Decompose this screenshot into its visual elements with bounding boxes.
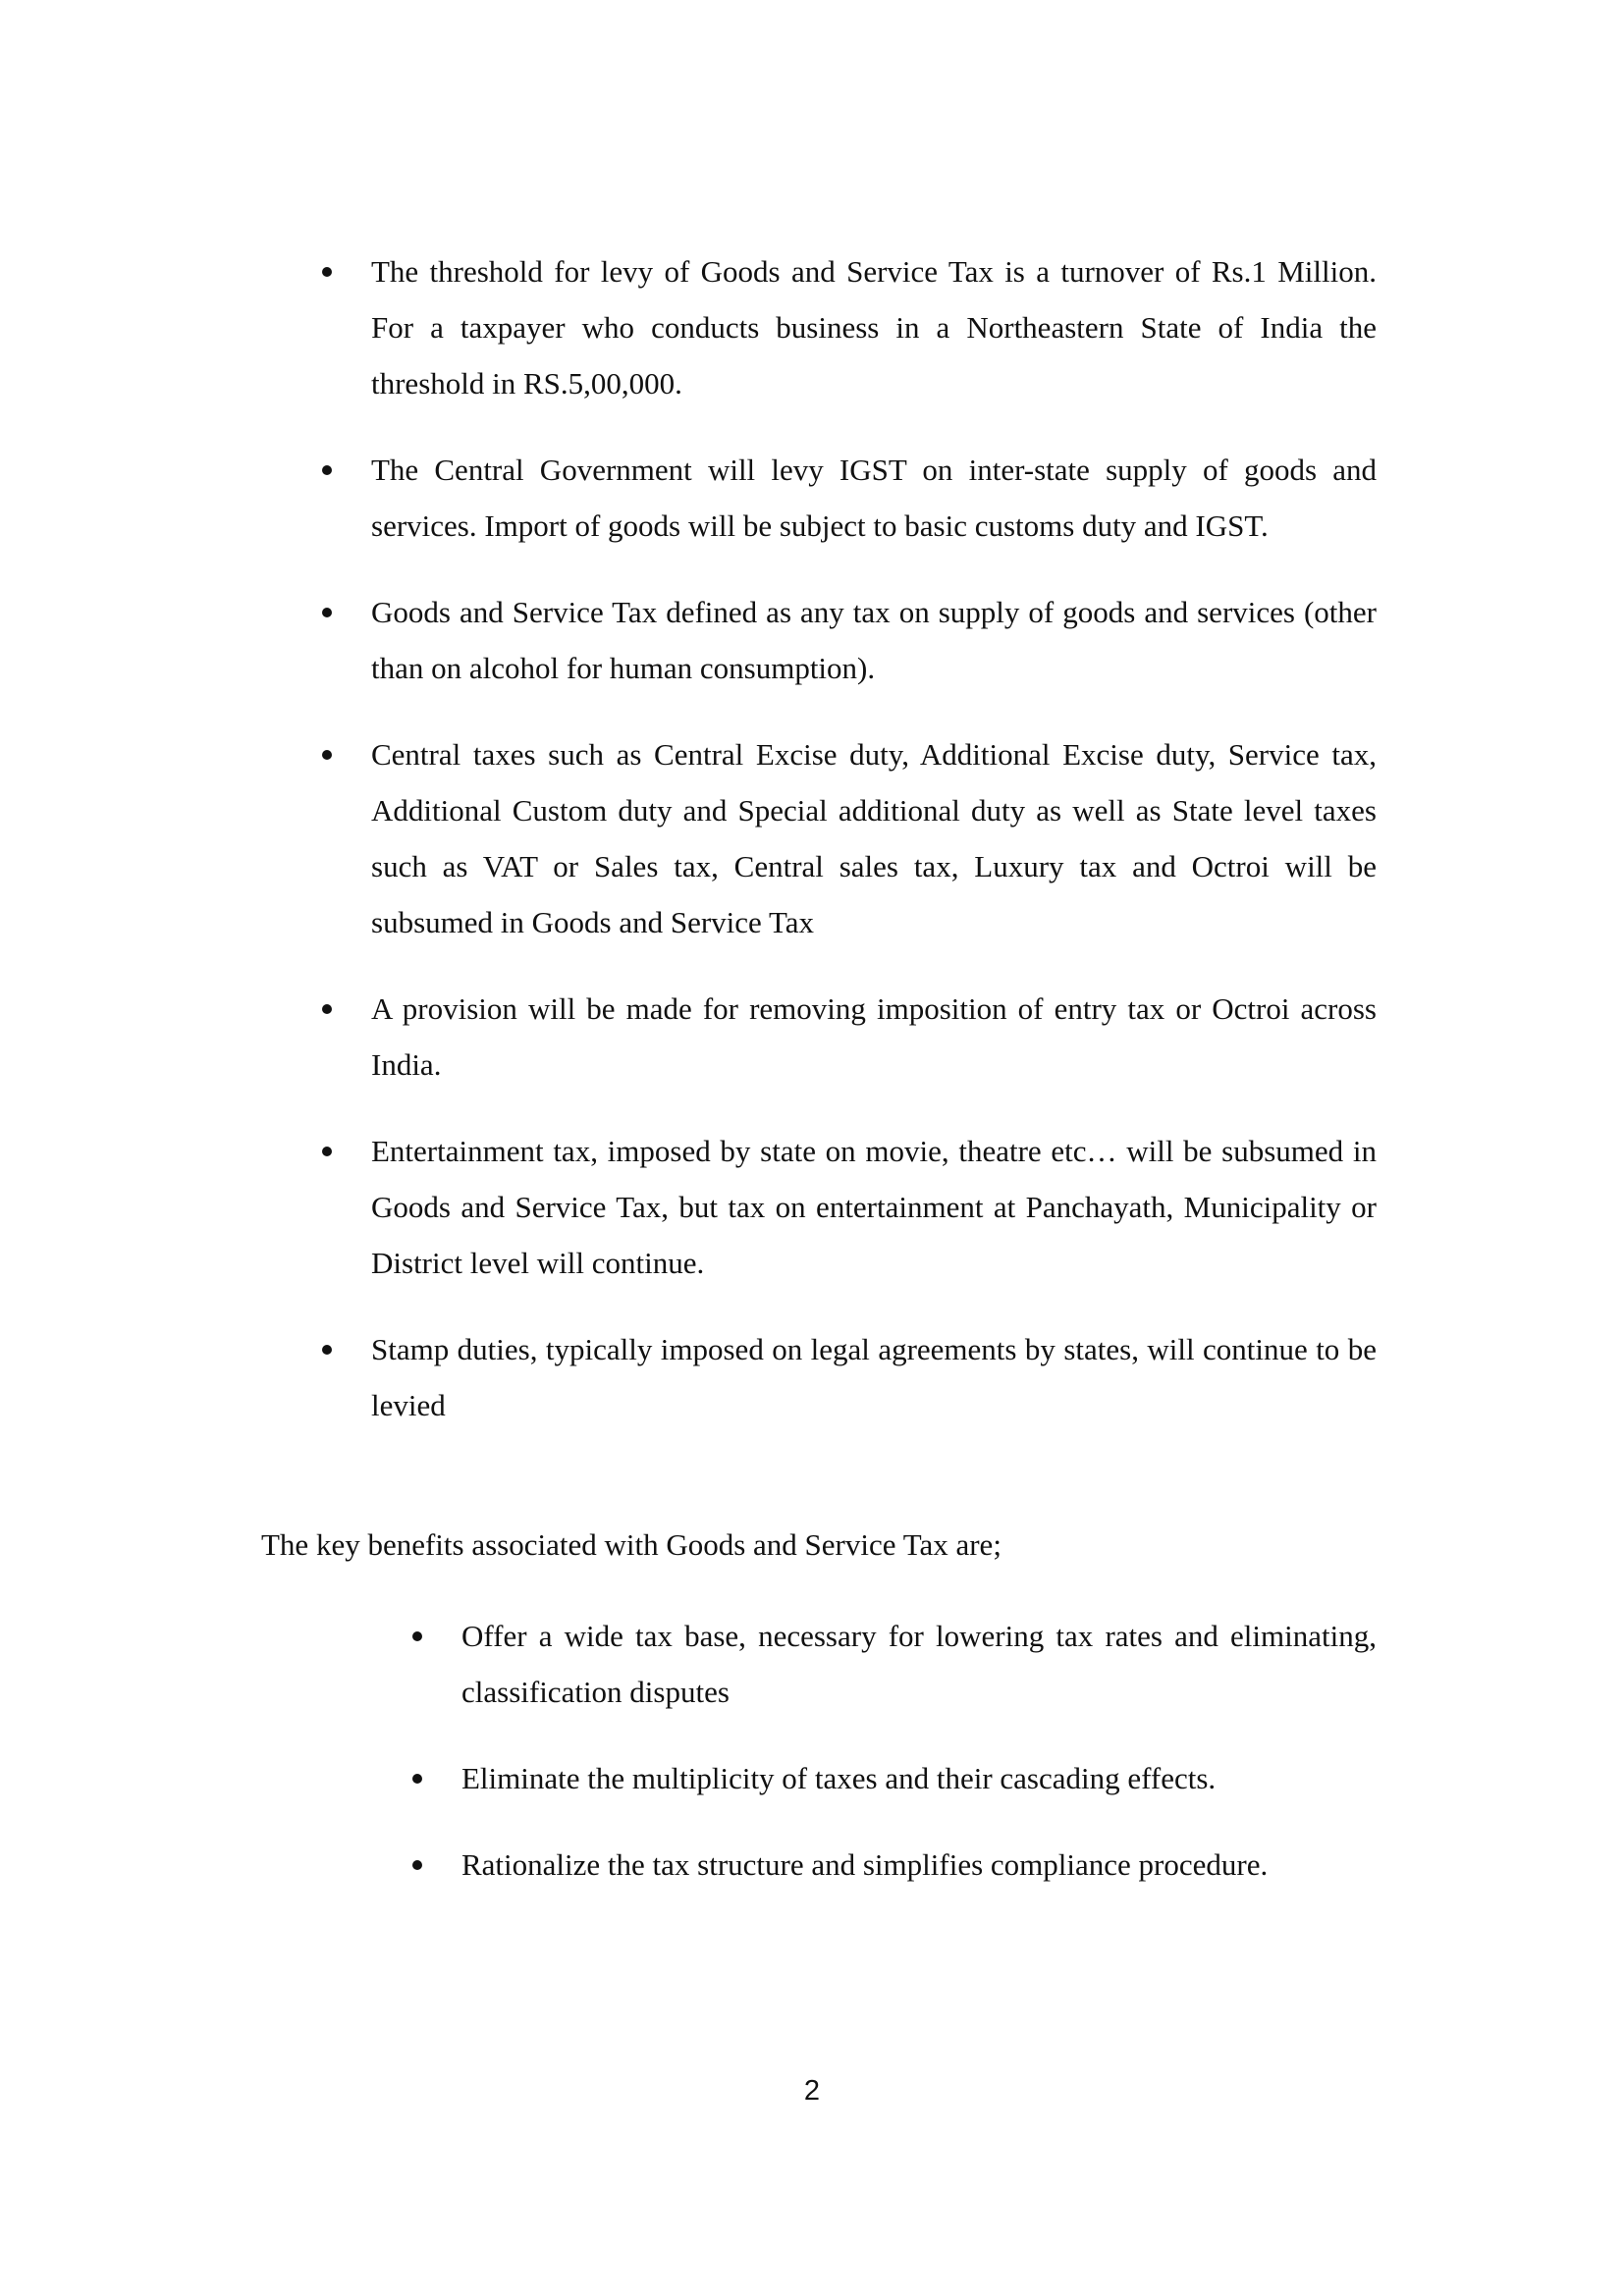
list-item-text: Offer a wide tax base, necessary for lowering tax rates and eliminating, classification disputes <box>461 1619 1377 1709</box>
gst-features-list <box>316 243 1377 1433</box>
list-item <box>316 981 1377 1093</box>
list-item-text: The threshold for levy of Goods and Service Tax is a turnover of Rs.1 Million. For a taxpayer who conducts business in a Northeastern State of India the threshold in RS.5,00,000. <box>371 254 1377 400</box>
list-item-text: Rationalize the tax structure and simplifies compliance procedure. <box>461 1847 1269 1882</box>
bullet-icon <box>322 608 332 617</box>
list-item-text: The Central Government will levy IGST on inter-state supply of goods and services. Import of goods will be subject to basic customs duty and IGST. <box>371 453 1377 543</box>
page-number: 2 <box>803 2075 821 2107</box>
list-item-text: Entertainment tax, imposed by state on movie, theatre etc… will be subsumed in Goods and Service Tax, but tax on entertainment at Panchayath, Municipality or District level will continue. <box>371 1134 1377 1280</box>
list-item <box>316 726 1377 950</box>
list-item-text: Goods and Service Tax defined as any tax on supply of goods and services (other than on alcohol for human consumption). <box>371 595 1377 685</box>
bullet-icon <box>322 465 332 475</box>
list-item-text: A provision will be made for removing imposition of entry tax or Octroi across India. <box>371 991 1377 1082</box>
list-item <box>316 1321 1377 1433</box>
bullet-icon <box>322 1345 332 1355</box>
bullet-icon <box>412 1774 422 1784</box>
benefits-intro-paragraph: The key benefits associated with Goods and Service Tax are; <box>261 1527 1001 1562</box>
list-item <box>406 1750 1377 1806</box>
list-item <box>316 584 1377 696</box>
list-item <box>406 1837 1377 1893</box>
list-item <box>316 243 1377 411</box>
list-item <box>406 1608 1377 1720</box>
bullet-icon <box>322 1004 332 1014</box>
list-item <box>316 442 1377 554</box>
gst-benefits-list <box>406 1608 1377 1893</box>
bullet-icon <box>412 1860 422 1870</box>
list-item-text: Central taxes such as Central Excise duty, Additional Excise duty, Service tax, Additional Custom duty and Special additional duty as well as State level taxes such as VAT or Sales tax, Central sales tax, Luxury tax and Octroi will be subsumed in Goods and Service Tax <box>371 737 1377 939</box>
list-item <box>316 1123 1377 1291</box>
list-item-text: Eliminate the multiplicity of taxes and their cascading effects. <box>461 1761 1217 1795</box>
bullet-icon <box>322 1147 332 1156</box>
list-item-text: Stamp duties, typically imposed on legal agreements by states, will continue to be levied <box>371 1332 1377 1422</box>
bullet-icon <box>322 267 332 277</box>
bullet-icon <box>322 750 332 760</box>
bullet-icon <box>412 1631 422 1641</box>
